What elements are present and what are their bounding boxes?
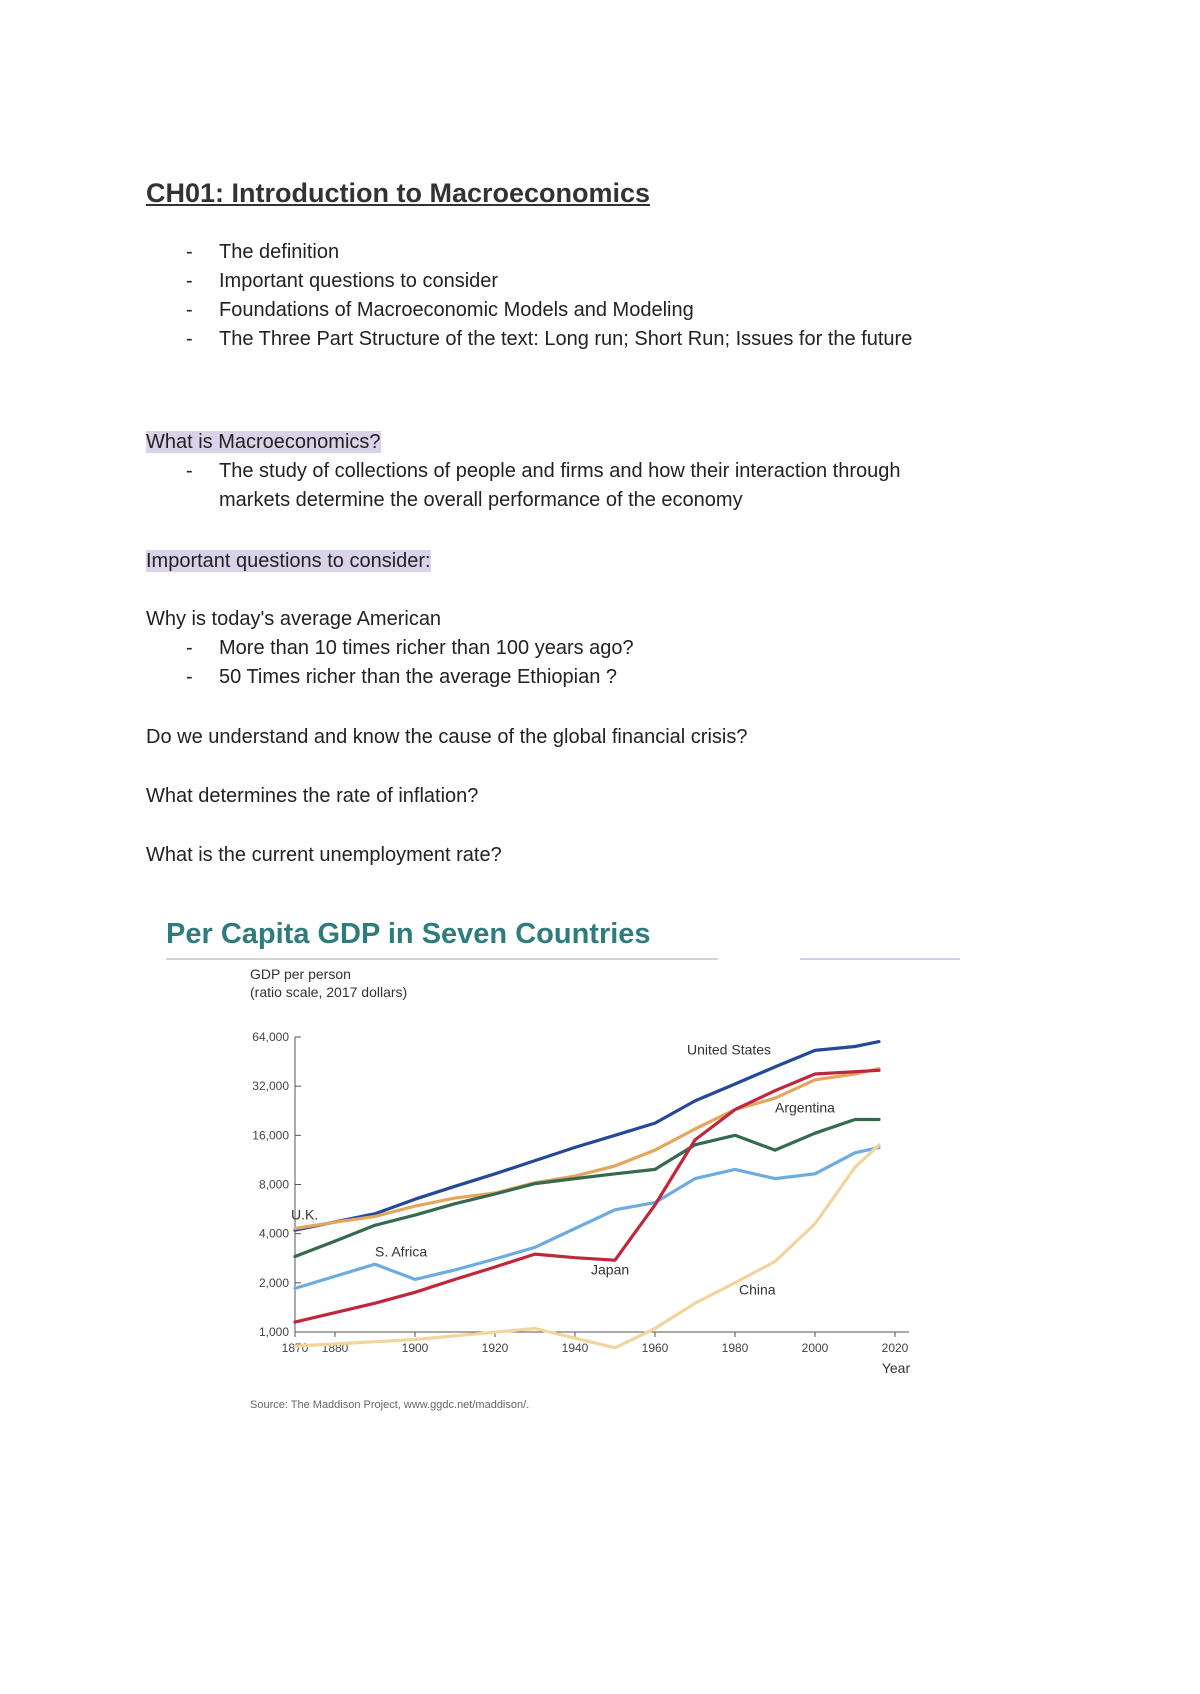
series-label: Argentina — [775, 1099, 835, 1116]
bullet-dash: - — [186, 270, 193, 292]
y-axis-label-line2: (ratio scale, 2017 dollars) — [250, 984, 408, 1000]
list-item: - The definition — [146, 238, 1046, 267]
gdp-chart-svg — [150, 900, 980, 1420]
question-inflation: What determines the rate of inflation? — [146, 785, 479, 807]
x-tick-label: 1980 — [721, 1341, 749, 1355]
y-tick-label: 4,000 — [258, 1226, 289, 1241]
series-label: S. Africa — [375, 1243, 428, 1260]
bullet-dash: - — [186, 637, 193, 659]
series-line — [295, 1147, 879, 1288]
definition-list — [146, 457, 1046, 515]
section-heading-questions: Important questions to consider: — [146, 550, 431, 572]
series-label: Japan — [591, 1261, 630, 1278]
series-label: U.K. — [291, 1206, 319, 1223]
y-tick-label: 2,000 — [258, 1275, 289, 1290]
bullet-dash: - — [186, 328, 193, 350]
x-tick-label: 1880 — [321, 1341, 349, 1355]
y-tick-label: 16,000 — [252, 1128, 289, 1143]
x-tick-label: 1960 — [641, 1341, 669, 1355]
x-tick-label: 2000 — [801, 1341, 829, 1355]
chart-title: Per Capita GDP in Seven Countries — [166, 918, 651, 950]
y-tick-label: 32,000 — [252, 1079, 289, 1094]
series-line — [295, 1042, 879, 1231]
series-label: United States — [687, 1041, 772, 1058]
question-unemployment: What is the current unemployment rate? — [146, 844, 502, 866]
y-tick-label: 8,000 — [258, 1177, 289, 1192]
question-lead: Why is today's average American — [146, 608, 442, 630]
x-axis-label: Year — [881, 1360, 911, 1376]
gdp-chart — [150, 900, 980, 1420]
bullet-dash: - — [186, 666, 193, 688]
series-line — [295, 1069, 879, 1229]
x-tick-label: 1920 — [481, 1341, 509, 1355]
x-tick-label: 1900 — [401, 1341, 429, 1355]
series-label: China — [739, 1281, 776, 1298]
x-tick-label: 1940 — [561, 1341, 589, 1355]
list-item: - Foundations of Macroeconomic Models and Modeling — [146, 296, 1046, 325]
list-item: - 50 Times richer than the average Ethiopian ? — [146, 663, 1046, 692]
list-item: - The study of collections of people and firms and how their interaction through markets determine the overall performance of the economy — [146, 457, 1046, 515]
series-line — [295, 1120, 879, 1260]
question-crisis: Do we understand and know the cause of the global financial crisis? — [146, 726, 748, 748]
bullet-dash: - — [186, 299, 193, 321]
x-tick-label: 2020 — [881, 1341, 909, 1355]
y-tick-label: 1,000 — [258, 1325, 289, 1339]
y-axis-label-line1: GDP per person — [250, 966, 351, 982]
y-tick-label: 64,000 — [252, 1030, 289, 1044]
chart-source: Source: The Maddison Project, www.ggdc.net/maddison/. — [250, 1399, 530, 1411]
x-tick-label: 1870 — [281, 1341, 309, 1355]
page-title: CH01: Introduction to Macroeconomics — [146, 178, 651, 208]
list-item: - More than 10 times richer than 100 years ago? — [146, 634, 1046, 663]
list-item: - The Three Part Structure of the text: Long run; Short Run; Issues for the future — [146, 325, 1046, 354]
section-heading-definition: What is Macroeconomics? — [146, 431, 381, 453]
bullet-dash: - — [186, 460, 193, 482]
outline-list — [146, 238, 1046, 354]
questions-list — [146, 634, 1046, 692]
list-item: - Important questions to consider — [146, 267, 1046, 296]
bullet-dash: - — [186, 241, 193, 263]
